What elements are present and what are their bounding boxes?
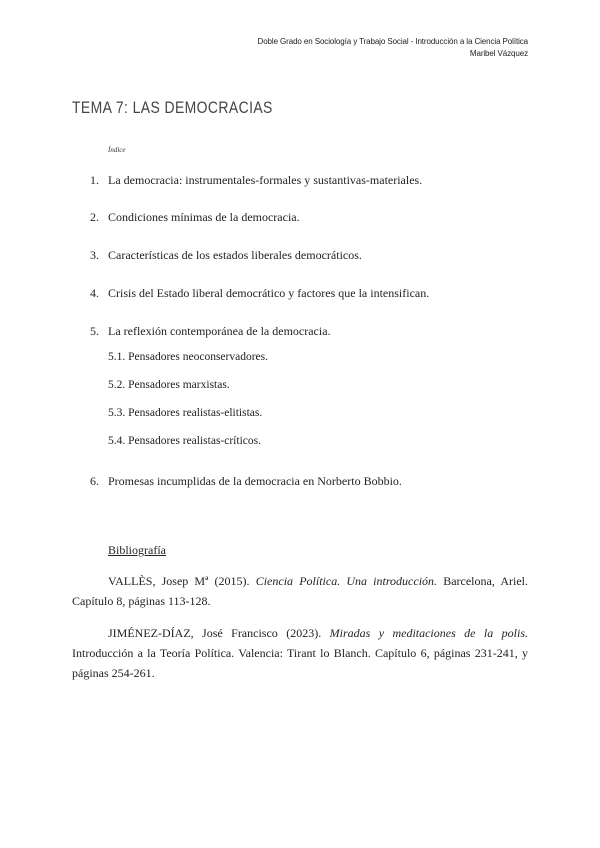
list-item-text: Condiciones mínimas de la democracia.: [108, 210, 300, 224]
list-item-text: Características de los estados liberales democráticos.: [108, 248, 362, 262]
bibliography-heading: Bibliografía: [108, 543, 166, 557]
ref-title: Miradas y meditaciones de la polis.: [329, 626, 529, 640]
list-item-text: La democracia: instrumentales-formales y sustantivas-materiales.: [108, 173, 423, 187]
sublist-item: 5.2. Pensadores marxistas.: [108, 379, 230, 391]
sublist-item: 5.4. Pensadores realistas-críticos.: [108, 435, 261, 447]
sublist-item: 5.3. Pensadores realistas-elitistas.: [108, 407, 263, 419]
ref-details: Barcelona, Ariel. Capítulo 8, páginas 113-128.: [72, 574, 528, 608]
list-item-number: 2.: [90, 210, 99, 224]
index-label: Índice: [108, 146, 126, 154]
ref-author: VALLÈS, Josep Mª (2015).: [108, 574, 250, 588]
header-course: Doble Grado en Sociología y Trabajo Social - Introducción a la Ciencia Política: [257, 37, 528, 46]
page-header: [258, 36, 528, 60]
header-author: Maribel Vázquez: [469, 49, 528, 58]
list-item-number: 4.: [90, 286, 99, 300]
list-item-number: 5.: [90, 324, 99, 338]
list-item-text: Crisis del Estado liberal democrático y factores que la intensifican.: [108, 286, 430, 300]
list-item-number: 6.: [90, 474, 99, 488]
ref-title: Ciencia Política. Una introducción.: [255, 574, 438, 588]
list-item-number: 3.: [90, 248, 99, 262]
ref-author: JIMÉNEZ-DÍAZ, José Francisco (2023).: [108, 626, 322, 640]
sublist-item: 5.1. Pensadores neoconservadores.: [108, 351, 268, 363]
page-title: TEMA 7: LAS DEMOCRACIAS: [72, 98, 273, 117]
ref-details: Introducción a la Teoría Política. Valencia: Tirant lo Blanch. Capítulo 6, páginas 231-241, y páginas 254-261.: [72, 646, 528, 680]
list-item-text: La reflexión contemporánea de la democracia.: [108, 324, 331, 338]
bibliography-entry: [72, 571, 528, 611]
list-item-text: Promesas incumplidas de la democracia en Norberto Bobbio.: [108, 474, 402, 488]
bibliography-entry: [72, 623, 528, 683]
list-item-number: 1.: [90, 173, 99, 187]
